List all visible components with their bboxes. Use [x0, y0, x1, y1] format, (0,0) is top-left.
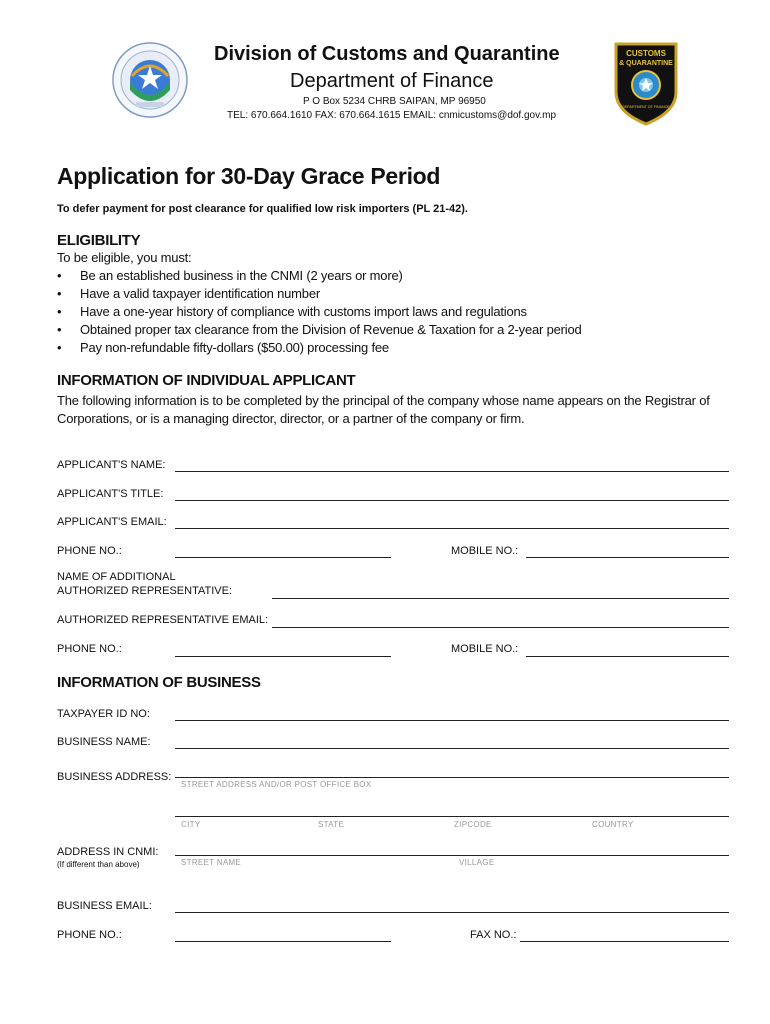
- applicant-desc-line2: Corporations, or is a managing director, director, or a partner of the company or firm.: [57, 411, 525, 426]
- rep-email-label: AUTHORIZED REPRESENTATIVE EMAIL:: [57, 614, 269, 626]
- taxpayer-id-label: TAXPAYER ID NO:: [57, 708, 150, 720]
- business-heading: INFORMATION OF BUSINESS: [57, 674, 261, 691]
- business-street-field[interactable]: [175, 777, 729, 778]
- page-subtitle: To defer payment for post clearance for qualified low risk importers (PL 21-42).: [57, 203, 468, 215]
- business-address-label: BUSINESS ADDRESS:: [57, 771, 172, 783]
- header-address: P O Box 5234 CHRB SAIPAN, MP 96950: [303, 96, 486, 107]
- rep-mobile-label: MOBILE NO.:: [451, 643, 519, 655]
- city-hint: CITY: [181, 820, 201, 829]
- rep-label-line1: NAME OF ADDITIONAL: [57, 571, 176, 583]
- applicant-name-label: APPLICANT'S NAME:: [57, 459, 166, 471]
- applicant-desc-line1: The following information is to be completed by the principal of the company whose name appears on the Registrar of: [57, 393, 710, 408]
- rep-email-field[interactable]: [272, 627, 729, 628]
- applicant-mobile-field[interactable]: [526, 557, 729, 558]
- street-hint: STREET ADDRESS AND/OR POST OFFICE BOX: [181, 780, 372, 789]
- street-name-hint: STREET NAME: [181, 858, 242, 867]
- business-phone-label: PHONE NO.:: [57, 929, 122, 941]
- taxpayer-id-field[interactable]: [175, 720, 729, 721]
- rep-mobile-field[interactable]: [526, 656, 729, 657]
- list-item: • Pay non-refundable fifty-dollars ($50.00) processing fee: [57, 340, 389, 355]
- page-title: Application for 30-Day Grace Period: [57, 163, 441, 189]
- list-item: • Have a one-year history of compliance with customs import laws and regulations: [57, 304, 527, 319]
- applicant-email-field[interactable]: [175, 528, 729, 529]
- business-fax-label: FAX NO.:: [470, 929, 517, 941]
- badge-bottom: DEPARTMENT OF FINANCE: [622, 105, 670, 109]
- badge-line1: CUSTOMS: [626, 49, 666, 58]
- business-name-field[interactable]: [175, 748, 729, 749]
- business-email-field[interactable]: [175, 912, 729, 913]
- list-item: • Obtained proper tax clearance from the Division of Revenue & Taxation for a 2-year period: [57, 322, 582, 337]
- badge-line2: & QUARANTINE: [619, 60, 673, 67]
- cnmi-seal-icon: [112, 42, 188, 118]
- rep-phone-field[interactable]: [175, 656, 391, 657]
- list-item: • Be an established business in the CNMI (2 years or more): [57, 268, 403, 283]
- business-fax-field[interactable]: [520, 941, 729, 942]
- eligibility-list: [57, 267, 582, 357]
- business-name-label: BUSINESS NAME:: [57, 736, 151, 748]
- cnmi-address-field[interactable]: [175, 855, 729, 856]
- applicant-mobile-label: MOBILE NO.:: [451, 545, 519, 557]
- applicant-phone-label: PHONE NO.:: [57, 545, 122, 557]
- cnmi-address-note: (If different than above): [57, 860, 140, 869]
- customs-badge-icon: [612, 38, 680, 126]
- eligibility-intro: To be eligible, you must:: [57, 250, 192, 265]
- list-item: • Have a valid taxpayer identification number: [57, 286, 320, 301]
- header-contact: TEL: 670.664.1610 FAX: 670.664.1615 EMAIL: cnmicustoms@dof.gov.mp: [227, 110, 557, 121]
- zip-hint: ZIPCODE: [454, 820, 492, 829]
- applicant-title-label: APPLICANT'S TITLE:: [57, 488, 164, 500]
- business-city-field[interactable]: [175, 816, 729, 817]
- rep-name-field[interactable]: [272, 598, 729, 599]
- rep-label-line2: AUTHORIZED REPRESENTATIVE:: [57, 585, 233, 597]
- eligibility-heading: ELIGIBILITY: [57, 232, 141, 249]
- country-hint: COUNTRY: [592, 820, 634, 829]
- state-hint: STATE: [318, 820, 345, 829]
- applicant-title-field[interactable]: [175, 500, 729, 501]
- applicant-heading: INFORMATION OF INDIVIDUAL APPLICANT: [57, 372, 356, 389]
- applicant-name-field[interactable]: [175, 471, 729, 472]
- business-phone-field[interactable]: [175, 941, 391, 942]
- rep-phone-label: PHONE NO.:: [57, 643, 122, 655]
- department-name: Department of Finance: [290, 70, 494, 92]
- business-email-label: BUSINESS EMAIL:: [57, 900, 152, 912]
- cnmi-address-label: ADDRESS IN CNMI:: [57, 846, 159, 858]
- village-hint: VILLAGE: [459, 858, 495, 867]
- applicant-email-label: APPLICANT'S EMAIL:: [57, 516, 167, 528]
- division-title: Division of Customs and Quarantine: [214, 43, 560, 65]
- applicant-phone-field[interactable]: [175, 557, 391, 558]
